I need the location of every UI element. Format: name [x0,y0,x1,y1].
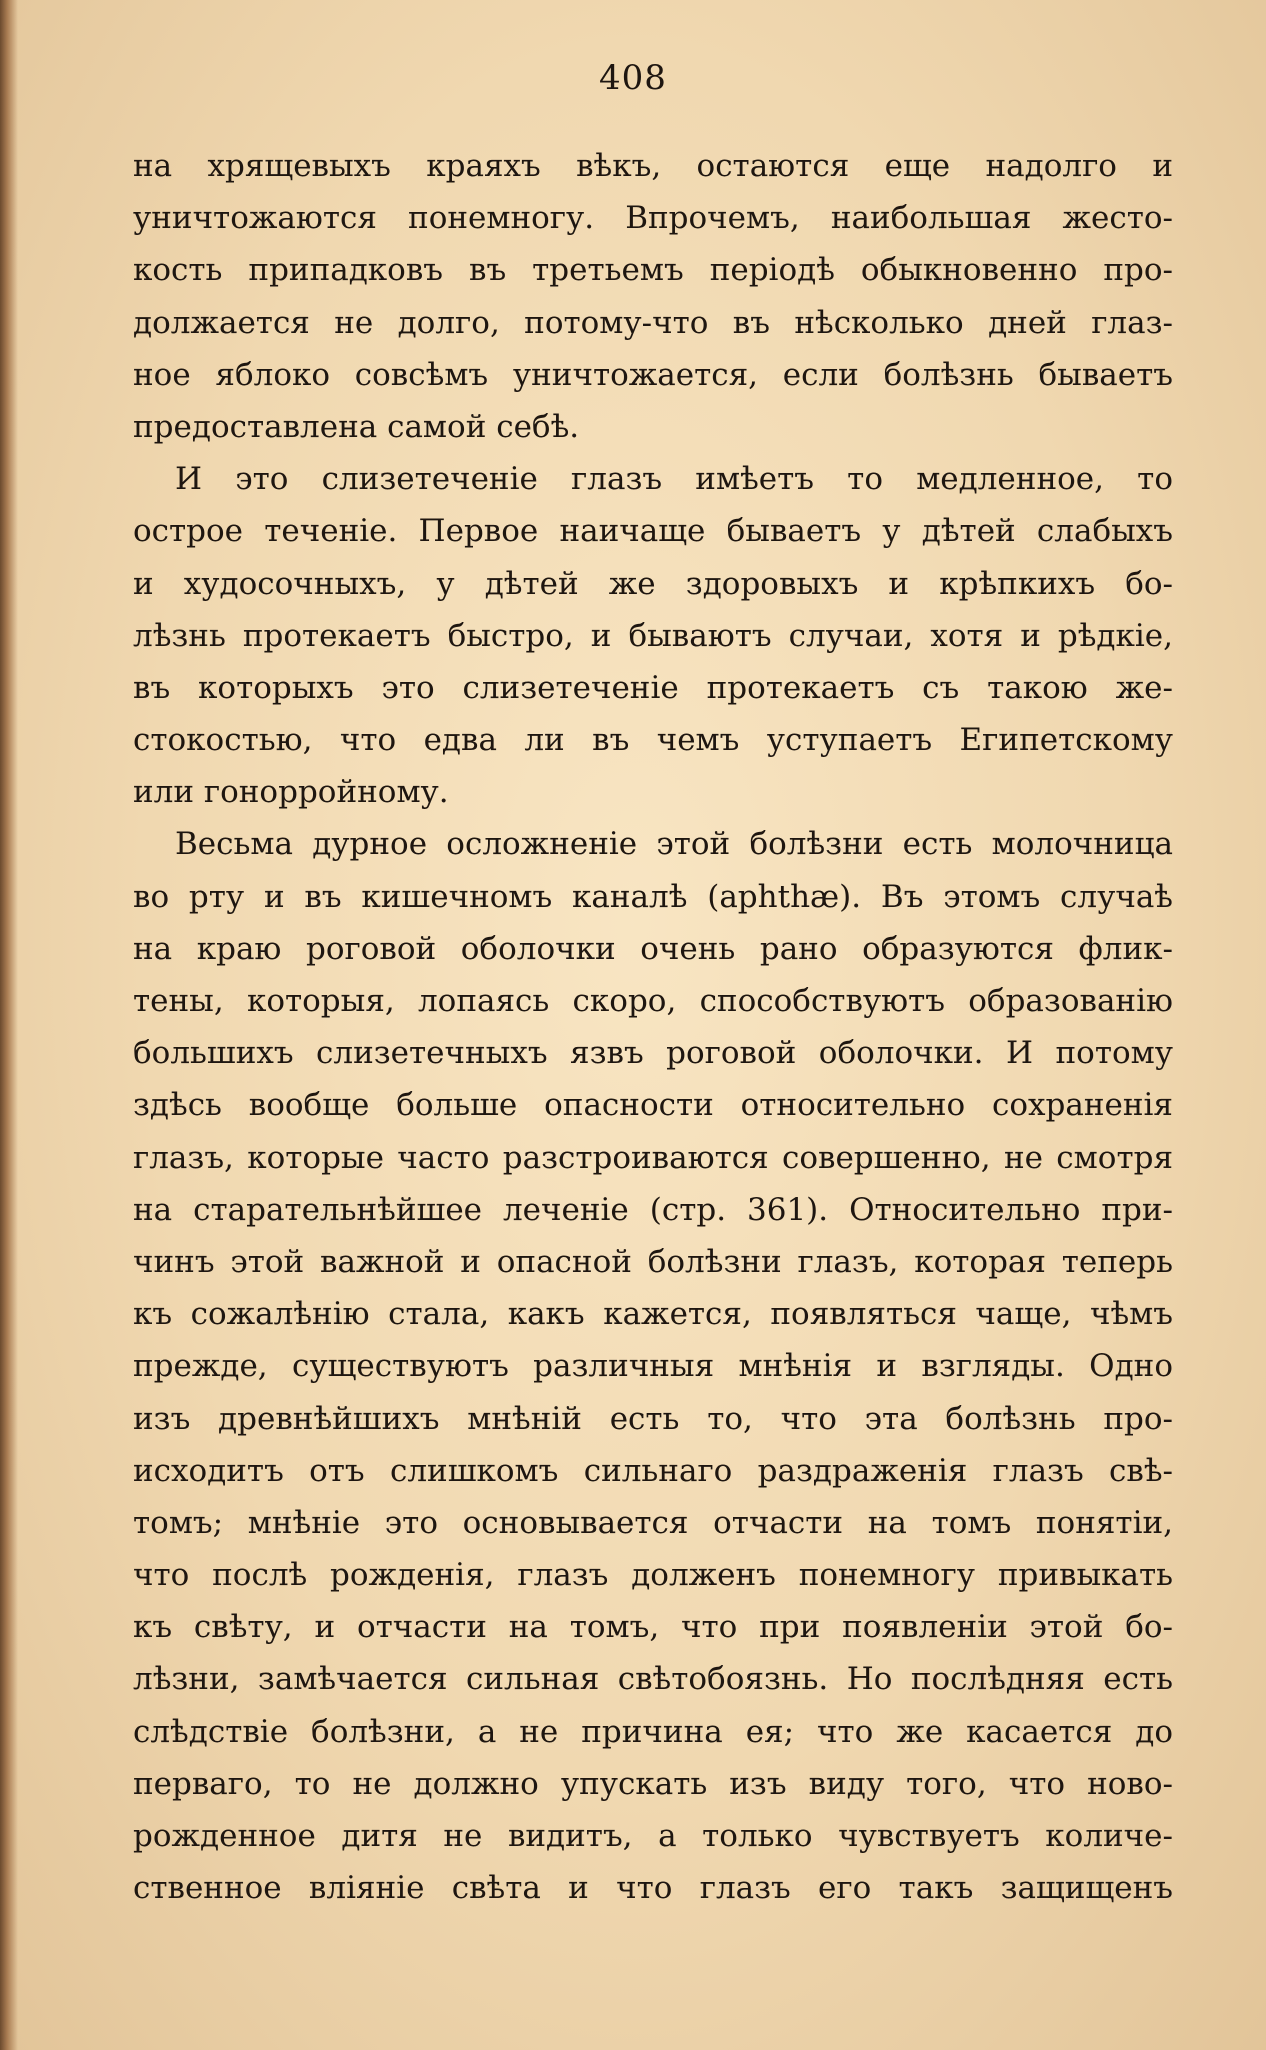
text-line: должается не долго, потому-что въ нѣсколько дней глаз- [133,304,1173,341]
text-line: рожденное дитя не видитъ, а только чувствуетъ количе- [133,1818,1173,1854]
text-line: перваго, то не должно упускать изъ виду того, что ново- [133,1765,1173,1802]
page-binding-edge [0,0,18,2050]
text-line: къ свѣту, и отчасти на томъ, что при появленіи этой бо- [133,1609,1173,1646]
text-line: И это слизетеченіе глазъ имѣетъ то медленное, то [175,461,1173,498]
text-line: Весьма дурное осложненіе этой болѣзни есть молочница [175,826,1173,863]
text-line: изъ древнѣйшихъ мнѣній есть то, что эта болѣзнь про- [133,1400,1173,1437]
text-line: уничтожаются понемногу. Впрочемъ, наибольшая жесто- [133,200,1173,237]
text-line: что послѣ рожденія, глазъ долженъ понемногу привыкать [133,1557,1173,1594]
text-line: глазъ, которые часто разстроиваются совершенно, не смотря [133,1139,1173,1176]
text-line: чинъ этой важной и опасной болѣзни глазъ, которая теперь [133,1243,1173,1280]
text-line: къ сожалѣнію стала, какъ кажется, появляться чаще, чѣмъ [133,1296,1173,1333]
text-line: слѣдствіе болѣзни, а не причина ея; что же касается до [133,1713,1173,1750]
text-line: прежде, существуютъ различныя мнѣнія и взгляды. Одно [133,1348,1173,1385]
text-line: стокостью, что едва ли въ чемъ уступаетъ Египетскому [133,722,1173,759]
text-line: предоставлена самой себѣ. [133,408,580,445]
text-line: ственное вліяніе свѣта и что глазъ его такъ защищенъ [133,1870,1173,1907]
text-line: большихъ слизетечныхъ язвъ роговой оболочки. И потому [133,1035,1173,1072]
text-line: ное яблоко совсѣмъ уничтожается, если болѣзнь бываетъ [133,356,1173,393]
text-line: томъ; мнѣніе это основывается отчасти на томъ понятіи, [133,1504,1173,1541]
text-line: на хрящевыхъ краяхъ вѣкъ, остаются еще надолго и [133,148,1173,184]
text-line: во рту и въ кишечномъ каналѣ (aphthæ). Въ этомъ случаѣ [133,878,1173,915]
text-line: исходитъ отъ слишкомъ сильнаго раздраженія глазъ свѣ- [133,1452,1173,1489]
text-line: и худосочныхъ, у дѣтей же здоровыхъ и крѣпкихъ бо- [133,565,1173,602]
text-line: тены, которыя, лопаясь скоро, способствуютъ образованію [133,983,1173,1019]
text-line: здѣсь вообще больше опасности относительно сохраненія [133,1087,1173,1124]
text-line: въ которыхъ это слизетеченіе протекаетъ съ такою же- [133,669,1173,706]
text-line: лѣзни, замѣчается сильная свѣтобоязнь. Но послѣдняя есть [133,1661,1173,1698]
text-line: лѣзнь протекаетъ быстро, и бываютъ случаи, хотя и рѣдкіе, [133,617,1173,654]
body-text [133,140,1173,1914]
text-line: или гонорройному. [133,774,449,811]
text-line: острое теченіе. Первое наичаще бываетъ у дѣтей слабыхъ [133,513,1173,550]
text-line: на старательнѣйшее леченіе (стр. 361). Относительно при- [133,1191,1173,1228]
page-number: 408 [599,58,667,98]
text-line: на краю роговой оболочки очень рано образуются флик- [133,930,1173,967]
text-line: кость припадковъ въ третьемъ періодѣ обыкновенно про- [133,252,1173,289]
